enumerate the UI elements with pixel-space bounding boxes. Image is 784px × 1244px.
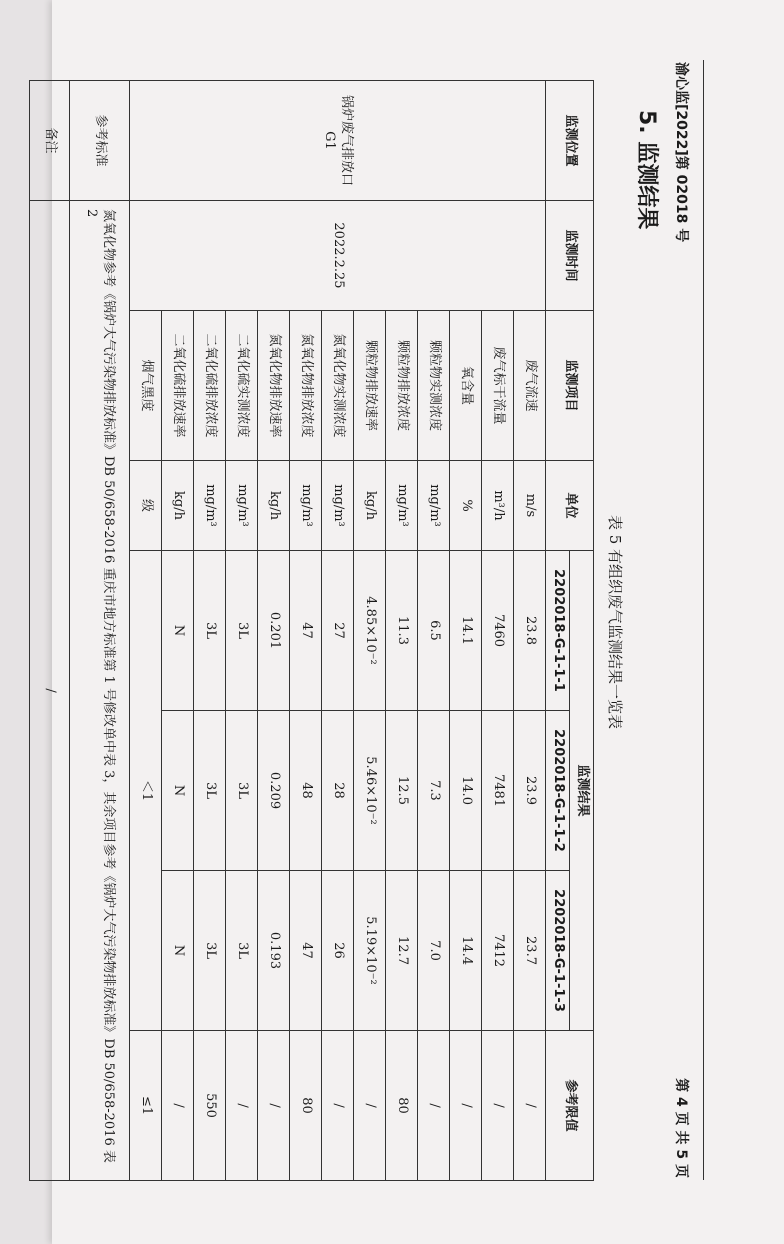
value-cell-1: 3L	[226, 551, 258, 711]
item-cell: 烟气黑度	[130, 311, 162, 461]
col-limit: 参考限值	[546, 1031, 594, 1181]
value-cell-2: 48	[290, 711, 322, 871]
value-cell-3: 0.193	[258, 871, 290, 1031]
value-cell-3: 12.7	[386, 871, 418, 1031]
value-cell-2: 3L	[226, 711, 258, 871]
value-cell-3: 7412	[482, 871, 514, 1031]
remark-label: 备注	[30, 81, 70, 201]
value-cell-2: 5.46×10⁻²	[354, 711, 386, 871]
standard-row	[70, 81, 130, 1181]
item-cell: 二氧化硫排放浓度	[194, 311, 226, 461]
item-cell: 氮氧化物排放速率	[258, 311, 290, 461]
value-cell-1: 4.85×10⁻²	[354, 551, 386, 711]
time-cell: 2022.2.25	[130, 201, 546, 311]
sample-id-2: 2202018-G-1-1-2	[546, 711, 570, 871]
item-cell: 颗粒物排放速率	[354, 311, 386, 461]
col-results: 监测结果	[570, 551, 594, 1031]
item-cell: 氧含量	[450, 311, 482, 461]
section-title: 5. 监测结果	[634, 110, 659, 230]
value-cell-1: 14.1	[450, 551, 482, 711]
value-cell-1: 7460	[482, 551, 514, 711]
value-cell-3: 23.7	[514, 871, 546, 1031]
item-cell: 氮氧化物实测浓度	[322, 311, 354, 461]
table-header-row	[570, 81, 594, 1181]
limit-cell: /	[514, 1031, 546, 1181]
sample-id-3: 2202018-G-1-1-3	[546, 871, 570, 1031]
sample-id-1: 2202018-G-1-1-1	[546, 551, 570, 711]
limit-cell: 80	[290, 1031, 322, 1181]
value-cell-2: 28	[322, 711, 354, 871]
remark-text: /	[30, 201, 70, 1181]
unit-cell: %	[450, 461, 482, 551]
value-cell-2: 14.0	[450, 711, 482, 871]
value-cell-2: 23.9	[514, 711, 546, 871]
value-cell-2: 0.209	[258, 711, 290, 871]
unit-cell: 级	[130, 461, 162, 551]
value-cell-1: 0.201	[258, 551, 290, 711]
col-unit: 单位	[546, 461, 594, 551]
limit-cell: 550	[194, 1031, 226, 1181]
limit-cell: /	[354, 1031, 386, 1181]
col-item: 监测项目	[546, 311, 594, 461]
item-cell: 二氧化硫排放速率	[162, 311, 194, 461]
limit-cell: /	[258, 1031, 290, 1181]
value-cell-2: N	[162, 711, 194, 871]
limit-cell: /	[322, 1031, 354, 1181]
unit-cell: kg/h	[162, 461, 194, 551]
value-cell-1: 47	[290, 551, 322, 711]
results-table	[29, 80, 594, 1181]
value-cell-2: 12.5	[386, 711, 418, 871]
standard-label: 参考标准	[70, 81, 130, 201]
value-cell-2: ＜1	[130, 551, 162, 1031]
unit-cell: m³/h	[482, 461, 514, 551]
value-cell-3: 26	[322, 871, 354, 1031]
document-number: 渝心监[2022]第 02018 号	[673, 62, 689, 243]
value-cell-3: 47	[290, 871, 322, 1031]
value-cell-3: 14.4	[450, 871, 482, 1031]
standard-text: 氮氧化物参考《锅炉大气污染物排放标准》DB 50/658-2016 重庆市地方标准第 1 号修改单中表 3，其余项目参考《锅炉大气污染物排放标准》DB 50/658-2016 表 2	[70, 201, 130, 1181]
value-cell-1: 6.5	[418, 551, 450, 711]
value-cell-2: 7481	[482, 711, 514, 871]
item-cell: 废气标干流量	[482, 311, 514, 461]
value-cell-3: 3L	[226, 871, 258, 1031]
value-cell-3: 7.0	[418, 871, 450, 1031]
value-cell-3: 5.19×10⁻²	[354, 871, 386, 1031]
location-cell: 锅炉废气排放口 G1	[130, 81, 546, 201]
unit-cell: mg/m³	[386, 461, 418, 551]
col-time: 监测时间	[546, 201, 594, 311]
item-cell: 颗粒物实测浓度	[418, 311, 450, 461]
header-rule	[703, 60, 704, 1180]
unit-cell: m/s	[514, 461, 546, 551]
value-cell-2: 7.3	[418, 711, 450, 871]
unit-cell: mg/m³	[194, 461, 226, 551]
limit-cell: 80	[386, 1031, 418, 1181]
page-number: 第 4 页 共 5 页	[673, 1078, 689, 1178]
unit-cell: kg/h	[354, 461, 386, 551]
item-cell: 废气流速	[514, 311, 546, 461]
remark-row	[30, 81, 70, 1181]
limit-cell: /	[226, 1031, 258, 1181]
item-cell: 颗粒物排放浓度	[386, 311, 418, 461]
limit-cell: /	[482, 1031, 514, 1181]
unit-cell: mg/m³	[290, 461, 322, 551]
value-cell-2: 3L	[194, 711, 226, 871]
unit-cell: kg/h	[258, 461, 290, 551]
table-caption: 表 5 有组织废气监测结果一览表	[606, 514, 624, 730]
value-cell-1: 11.3	[386, 551, 418, 711]
limit-cell: ≤1	[130, 1031, 162, 1181]
limit-cell: /	[450, 1031, 482, 1181]
value-cell-1: 23.8	[514, 551, 546, 711]
unit-cell: mg/m³	[418, 461, 450, 551]
unit-cell: mg/m³	[226, 461, 258, 551]
item-cell: 二氧化硫实测浓度	[226, 311, 258, 461]
value-cell-1: 27	[322, 551, 354, 711]
value-cell-1: 3L	[194, 551, 226, 711]
limit-cell: /	[418, 1031, 450, 1181]
value-cell-3: 3L	[194, 871, 226, 1031]
table-row	[514, 81, 546, 1181]
limit-cell: /	[162, 1031, 194, 1181]
value-cell-3: N	[162, 871, 194, 1031]
item-cell: 氮氧化物排放浓度	[290, 311, 322, 461]
rotated-page	[42, 0, 784, 1244]
unit-cell: mg/m³	[322, 461, 354, 551]
value-cell-1: N	[162, 551, 194, 711]
col-location: 监测位置	[546, 81, 594, 201]
table-body	[130, 81, 546, 1181]
